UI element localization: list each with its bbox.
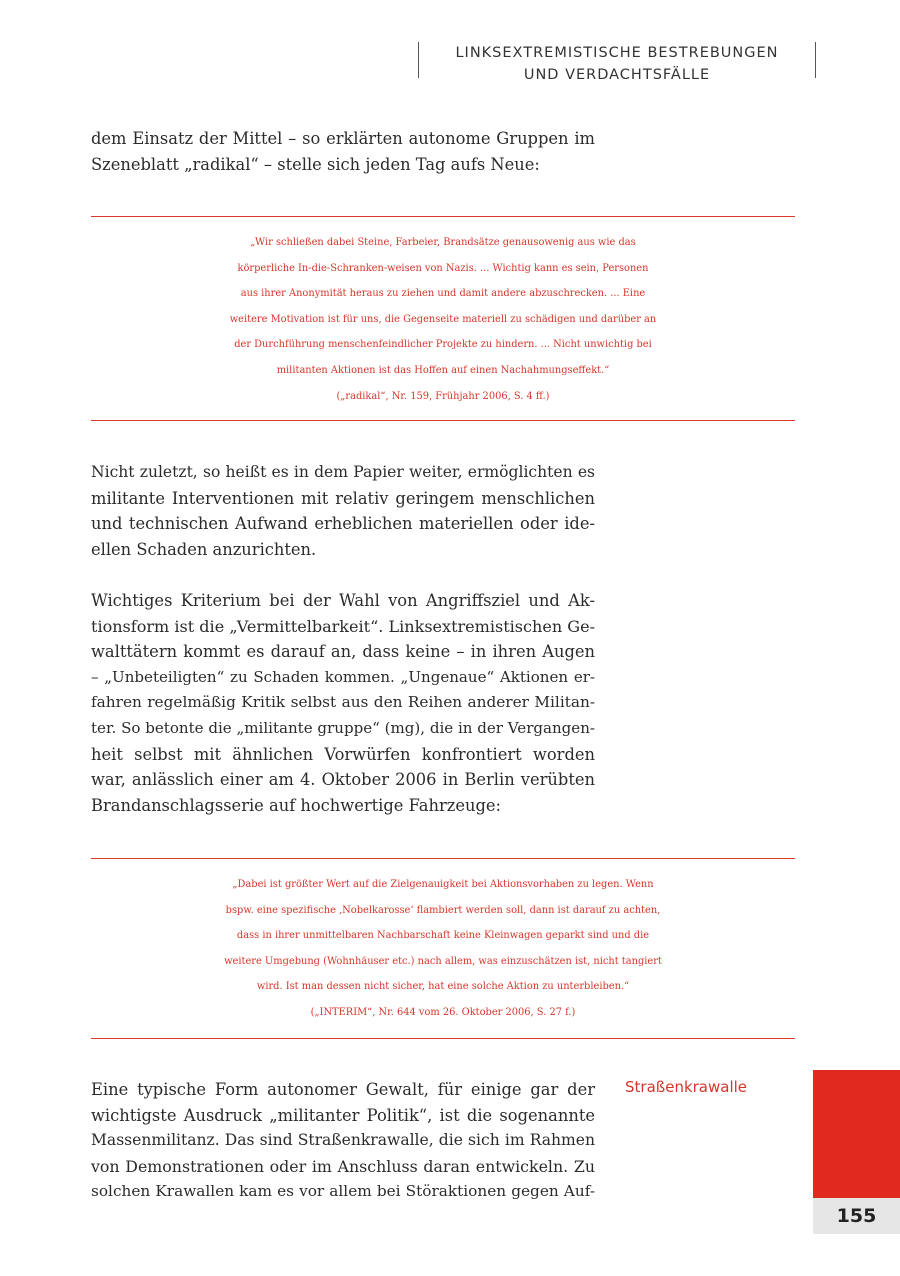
- text-line: war, anlässlich einer am 4. Oktober 2006 in Berlin verübten: [91, 770, 595, 790]
- quote-line: aus ihrer Anonymität heraus zu ziehen und damit andere abzuschrecken. ... Eine: [240, 288, 646, 300]
- paragraph-militant-interventions: [91, 460, 595, 562]
- blockquote-radikal: [91, 216, 795, 421]
- text-line: militante Interventionen mit relativ geringem menschlichen: [91, 488, 595, 508]
- text-line: solchen Krawallen kam es vor allem bei Störaktionen gegen Auf-: [91, 1182, 595, 1201]
- text-line: von Demonstrationen oder im Anschluss daran entwickeln. Zu: [91, 1156, 595, 1176]
- quote-line: weitere Umgebung (Wohnhäuser etc.) nach allem, was einzuschätzen ist, nicht tangiert: [224, 955, 662, 967]
- page-number: 155: [813, 1198, 900, 1234]
- blockquote-interim: [91, 858, 795, 1039]
- text-line: dem Einsatz der Mittel – so erklärten autonome Gruppen im: [91, 129, 595, 148]
- text-line: walttätern kommt es darauf an, dass keine – in ihren Augen: [91, 642, 595, 662]
- running-header: [418, 42, 816, 83]
- text-line: Nicht zuletzt, so heißt es in dem Papier weiter, ermöglichten es: [91, 463, 595, 481]
- quote-source: („INTERIM“, Nr. 644 vom 26. Oktober 2006, S. 27 f.): [310, 1006, 576, 1018]
- quote-line: „Dabei ist größter Wert auf die Zielgenauigkeit bei Aktionsvorhaben zu legen. Wenn: [232, 879, 654, 890]
- header-line-2: UND VERDACHTSFÄLLE: [523, 67, 711, 83]
- text-line: heit selbst mit ähnlichen Vorwürfen konfrontiert worden: [91, 744, 595, 764]
- quote-line: wird. Ist man dessen nicht sicher, hat eine solche Aktion zu unterbleiben.“: [256, 981, 630, 993]
- quote-source: („radikal“, Nr. 159, Frühjahr 2006, S. 4 ff.): [336, 390, 550, 402]
- text-line: ter. So betonte die „militante gruppe“ (mg), die in der Vergangen-: [91, 718, 595, 737]
- text-line: Brandanschlagsserie auf hochwertige Fahrzeuge:: [91, 795, 502, 815]
- quote-line: „Wir schließen dabei Steine, Farbeier, Brandsätze genausowenig aus wie das: [250, 237, 636, 248]
- text-line: fahren regelmäßig Kritik selbst aus den Reihen anderer Militan-: [91, 693, 595, 712]
- text-line: wichtigste Ausdruck „militanter Politik“, ist die sogenannte: [91, 1105, 595, 1125]
- quote-line: der Durchführung menschenfeindlicher Projekte zu hindern. ... Nicht unwichtig bei: [234, 339, 652, 351]
- paragraph-intro: [91, 126, 595, 177]
- text-line: Massenmilitanz. Das sind Straßenkrawalle, die sich im Rahmen: [91, 1131, 595, 1150]
- margin-note: Straßenkrawalle: [625, 1078, 748, 1096]
- quote-line: militanten Aktionen ist das Hoffen auf einen Nachahmungseffekt.“: [276, 364, 610, 376]
- text-line: Eine typische Form autonomer Gewalt, für einige gar der: [91, 1080, 595, 1099]
- text-line: – „Unbeteiligten“ zu Schaden kommen. „Ungenaue“ Aktionen er-: [91, 667, 595, 686]
- text-line: und technischen Aufwand erheblichen materiellen oder ide-: [91, 514, 595, 534]
- quote-line: bspw. eine spezifische ‚Nobelkarosse‘ flambiert werden soll, dann ist darauf zu achten,: [225, 904, 661, 916]
- chapter-color-tab: [813, 1070, 900, 1198]
- header-line-1: LINKSEXTREMISTISCHE BESTREBUNGEN: [455, 45, 779, 61]
- quote-line: körperliche In-die-Schranken-weisen von Nazis. ... Wichtig kann es sein, Personen: [237, 262, 649, 274]
- text-line: Wichtiges Kriterium bei der Wahl von Angriffsziel und Ak-: [91, 591, 595, 610]
- text-line: ellen Schaden anzurichten.: [91, 539, 317, 559]
- quote-line: weitere Motivation ist für uns, die Gegenseite materiell zu schädigen und darüber an: [229, 313, 657, 325]
- text-line: Szeneblatt „radikal“ – stelle sich jeden Tag aufs Neue:: [91, 154, 540, 174]
- text-line: tionsform ist die „Vermittelbarkeit“. Linksextremistischen Ge-: [91, 616, 595, 636]
- paragraph-street-riots: [91, 1077, 595, 1205]
- paragraph-criteria: [91, 588, 595, 818]
- quote-line: dass in ihrer unmittelbaren Nachbarschaft keine Kleinwagen geparkt sind und die: [236, 930, 650, 942]
